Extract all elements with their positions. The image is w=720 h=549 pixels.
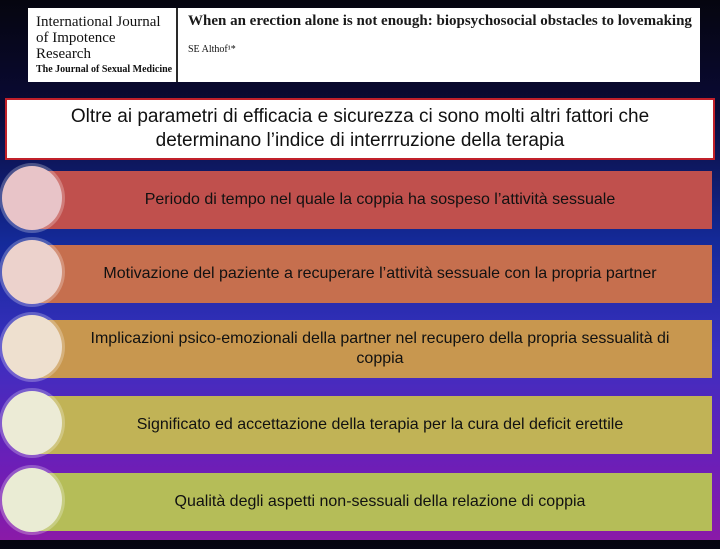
article-header-card [28,8,700,82]
factor-bar [40,473,712,531]
journal-name: International Journal of Impotence Research [36,14,161,62]
list-item [0,473,720,549]
factor-text: Motivazione del paziente a recuperare l’attività sessuale con la propria partner [103,265,657,282]
bullet-circle [2,240,62,304]
journal-subtitle: The Journal of Sexual Medicine [36,64,173,75]
intro-banner-text: Oltre ai parametri di efficacia e sicurezza ci sono molti altri fattori che determinano l’indice di interrruzione della terapia [70,106,650,151]
divider [176,8,178,82]
factor-text: Significato ed accettazione della terapia per la cura del deficit erettile [136,416,624,433]
factor-text: Periodo di tempo nel quale la coppia ha sospeso l’attività sessuale [144,191,616,208]
list-item [0,396,720,472]
list-item [0,245,720,321]
factor-text: Qualità degli aspetti non-sessuali della relazione di coppia [174,493,586,510]
bullet-circle [2,468,62,532]
list-item [0,171,720,247]
article-info [188,8,700,82]
intro-banner [5,98,715,160]
list-item [0,320,720,396]
factor-text: Implicazioni psico-emozionali della partner nel recupero della propria sessualità di coppia [90,330,670,367]
factor-bar [40,320,712,378]
factor-bar [40,245,712,303]
article-title: When an erection alone is not enough: biopsychosocial obstacles to lovemaking [188,13,692,29]
bullet-circle [2,315,62,379]
journal-logo [28,8,174,82]
bullet-circle [2,391,62,455]
article-author: SE Althof¹* [188,44,236,55]
factor-bar [40,171,712,229]
bullet-circle [2,166,62,230]
factor-bar [40,396,712,454]
